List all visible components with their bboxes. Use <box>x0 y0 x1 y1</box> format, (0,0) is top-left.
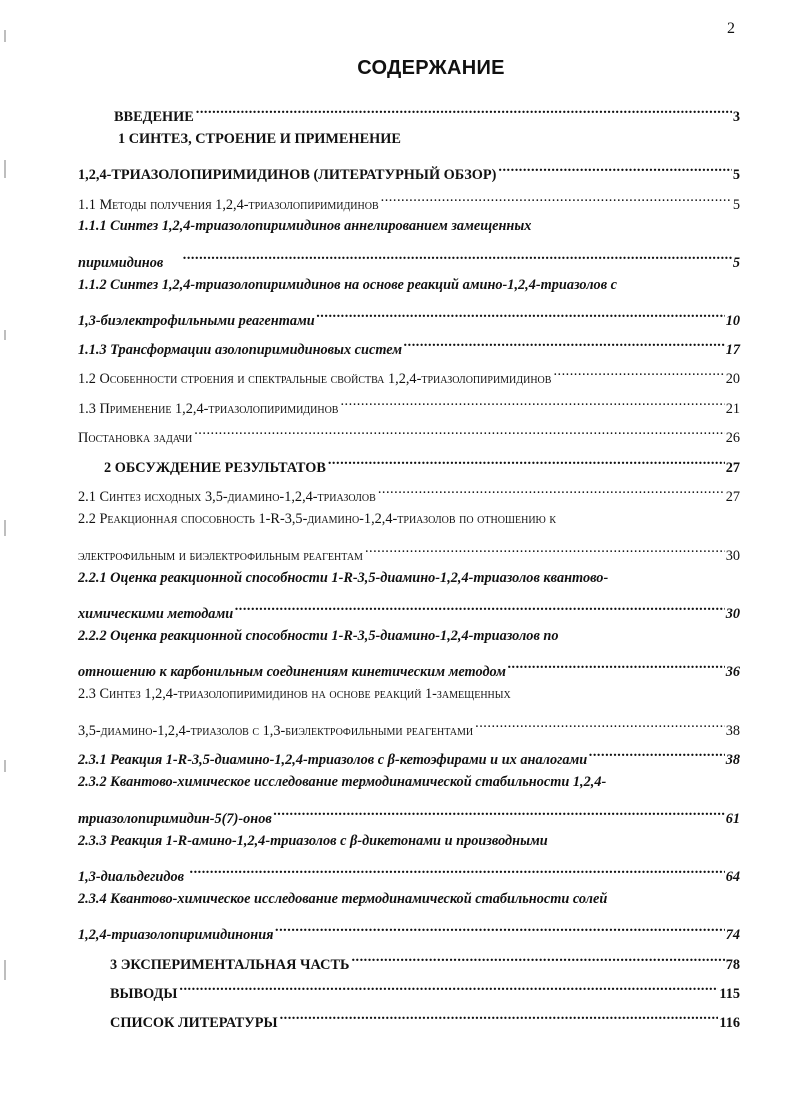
scan-artifact <box>4 960 6 980</box>
toc-entry-2-3-4-line1: 2.3.4 Квантово-химическое исследование термодинамической стабильности солей <box>78 891 608 907</box>
toc-entry-2-2-line1: 2.2 Реакционная способность 1-R-3,5-диамино-1,2,4-триазолов по отношению к <box>78 511 557 527</box>
toc-page-number: 116 <box>719 1015 740 1031</box>
toc-page-number: 5 <box>732 167 740 183</box>
toc-entry-2-3-3-line1: 2.3.3 Реакция 1-R-амино-1,2,4-триазолов с β-дикетонами и производными <box>78 833 548 849</box>
toc-entry-1-1 <box>78 185 740 213</box>
dot-leader <box>349 945 724 969</box>
dot-leader <box>315 301 725 325</box>
toc-page-number: 21 <box>725 401 740 417</box>
toc-page-number: 61 <box>725 811 740 827</box>
toc-entry-2-3-4 <box>78 915 740 943</box>
dot-leader <box>194 97 732 121</box>
toc-page-number: 5 <box>732 197 740 213</box>
scan-artifact <box>4 30 6 42</box>
dot-leader <box>188 857 725 881</box>
toc-page-number: 38 <box>725 752 740 768</box>
toc-entry-label: 1,2,4-триазолопиримидинония <box>78 927 274 943</box>
toc-entry-2-2-2 <box>78 652 740 680</box>
toc-entry-1-2 <box>78 359 740 387</box>
toc-entry-label: ВВЕДЕНИЕ <box>114 109 194 125</box>
toc-entry-label: ВЫВОДЫ <box>110 986 178 1002</box>
toc-entry-2-1 <box>78 477 740 505</box>
dot-leader <box>177 974 718 998</box>
toc-entry-1-1-3 <box>78 330 740 358</box>
toc-entry-2-3-line1: 2.3 Синтез 1,2,4-триазолопиримидинов на основе реакций 1-замещенных <box>78 686 511 702</box>
page-title: СОДЕРЖАНИЕ <box>357 57 505 79</box>
toc-page-number: 115 <box>719 986 740 1002</box>
dot-leader <box>192 418 724 442</box>
dot-leader <box>402 330 725 354</box>
toc-entry-2-2-2-line1: 2.2.2 Оценка реакционной способности 1-R-3,5-диамино-1,2,4-триазолов по <box>78 628 559 644</box>
toc-entry-label: 3 ЭКСПЕРИМЕНТАЛЬНАЯ ЧАСТЬ <box>110 957 350 973</box>
toc-entry-label: 2.3.1 Реакция 1-R-3,5-диамино-1,2,4-триазолов с β-кетоэфирами и их аналогами <box>78 752 588 768</box>
toc-entry-1-1-2 <box>78 301 740 329</box>
page-number: 2 <box>727 20 735 37</box>
dot-leader <box>272 799 725 823</box>
scan-artifact <box>4 520 6 536</box>
dot-leader <box>181 243 732 267</box>
toc-entry-1-1-1 <box>78 243 740 271</box>
toc-page-number: 26 <box>725 430 740 446</box>
dot-leader <box>506 652 725 676</box>
toc-page-number: 27 <box>725 489 740 505</box>
toc-entry-label: химическими методами <box>78 606 234 622</box>
toc-entry-label: 1,3-биэлектрофильными реагентами <box>78 313 315 329</box>
dot-leader <box>379 185 732 209</box>
toc-entry-label: 1.1 Методы получения 1,2,4-триазолопиримидинов <box>78 197 379 213</box>
toc-entry-ch3 <box>110 945 740 973</box>
dot-leader <box>363 536 725 560</box>
toc-entry-2-3 <box>78 711 740 739</box>
toc-page-number: 30 <box>725 606 740 622</box>
toc-entry-label: 3,5-диамино-1,2,4-триазолов с 1,3-биэлектрофильными реагентами <box>78 723 474 739</box>
dot-leader <box>326 448 725 472</box>
toc-entry-label: СПИСОК ЛИТЕРАТУРЫ <box>110 1015 278 1031</box>
toc-entry-2-2 <box>78 536 740 564</box>
toc-entry-label: 1,2,4-ТРИАЗОЛОПИРИМИДИНОВ (ЛИТЕРАТУРНЫЙ ОБЗОР) <box>78 167 497 183</box>
toc-entry-1-1-1-line1: 1.1.1 Синтез 1,2,4-триазолопиримидинов аннелированием замещенных <box>78 218 532 234</box>
toc-entry-2-2-1-line1: 2.2.1 Оценка реакционной способности 1-R-3,5-диамино-1,2,4-триазолов квантово- <box>78 570 609 586</box>
toc-page-number: 27 <box>725 460 740 476</box>
dot-leader <box>473 711 725 735</box>
toc-page-number: 5 <box>732 255 740 271</box>
toc-entry-2-3-3 <box>78 857 740 885</box>
toc-page-number: 20 <box>725 371 740 387</box>
toc-entry-ch1-line1: 1 СИНТЕЗ, СТРОЕНИЕ И ПРИМЕНЕНИЕ <box>118 131 401 147</box>
toc-entry-2-3-2-line1: 2.3.2 Квантово-химическое исследование термодинамической стабильности 1,2,4- <box>78 774 607 790</box>
toc-entry-2-3-1 <box>78 740 740 768</box>
toc-page-number: 38 <box>725 723 740 739</box>
toc-entry-conclusions <box>110 974 740 1002</box>
toc-entry-label: отношению к карбонильным соединениям кинетическим методом <box>78 664 506 680</box>
toc-entry-intro <box>114 97 740 125</box>
toc-page-number: 3 <box>732 109 740 125</box>
toc-entry-1-3 <box>78 389 740 417</box>
toc-page-number: 10 <box>725 313 740 329</box>
toc-entry-2-3-2 <box>78 799 740 827</box>
dot-leader <box>551 359 724 383</box>
toc-entry-ch2 <box>104 448 740 476</box>
toc-entry-label: Постановка задачи <box>78 430 193 446</box>
toc-page-number: 64 <box>725 869 740 885</box>
toc-entry-label: 2 ОБСУЖДЕНИЕ РЕЗУЛЬТАТОВ <box>104 460 326 476</box>
toc-entry-label: 1.1.3 Трансформации азолопиримидиновых систем <box>78 342 403 358</box>
toc-entry-ch1 <box>78 155 740 183</box>
toc-entry-label: 2.1 Синтез исходных 3,5-диамино-1,2,4-триазолов <box>78 489 376 505</box>
toc-entry-label: 1,3-диальдегидов <box>78 869 184 885</box>
dot-leader <box>278 1003 719 1027</box>
dot-leader <box>338 389 724 413</box>
scan-artifact <box>4 160 6 178</box>
dot-leader <box>376 477 725 501</box>
toc-page-number: 30 <box>725 548 740 564</box>
toc-page-number: 17 <box>725 342 740 358</box>
toc-entry-1-1-2-line1: 1.1.2 Синтез 1,2,4-триазолопиримидинов на основе реакций амино-1,2,4-триазолов с <box>78 277 618 293</box>
toc-entry-2-2-1 <box>78 594 740 622</box>
toc-entry-label: электрофильным и биэлектрофильным реагентам <box>78 548 363 564</box>
dot-leader <box>496 155 731 179</box>
toc-page-number: 74 <box>725 927 740 943</box>
scan-artifact <box>4 760 6 772</box>
dot-leader <box>233 594 725 618</box>
toc-entry-label: 1.3 Применение 1,2,4-триазолопиримидинов <box>78 401 339 417</box>
toc-entry-label: 1.2 Особенности строения и спектральные свойства 1,2,4-триазолопиримидинов <box>78 371 552 387</box>
toc-page-number: 36 <box>725 664 740 680</box>
toc-entry-label: пиримидинов <box>78 255 164 271</box>
toc-entry-label: триазолопиримидин-5(7)-онов <box>78 811 272 827</box>
scan-artifact <box>4 330 6 340</box>
dot-leader <box>587 740 724 764</box>
toc-page-number: 78 <box>725 957 740 973</box>
toc-entry-references <box>110 1003 740 1031</box>
toc-entry-task <box>78 418 740 446</box>
dot-leader <box>274 915 725 939</box>
